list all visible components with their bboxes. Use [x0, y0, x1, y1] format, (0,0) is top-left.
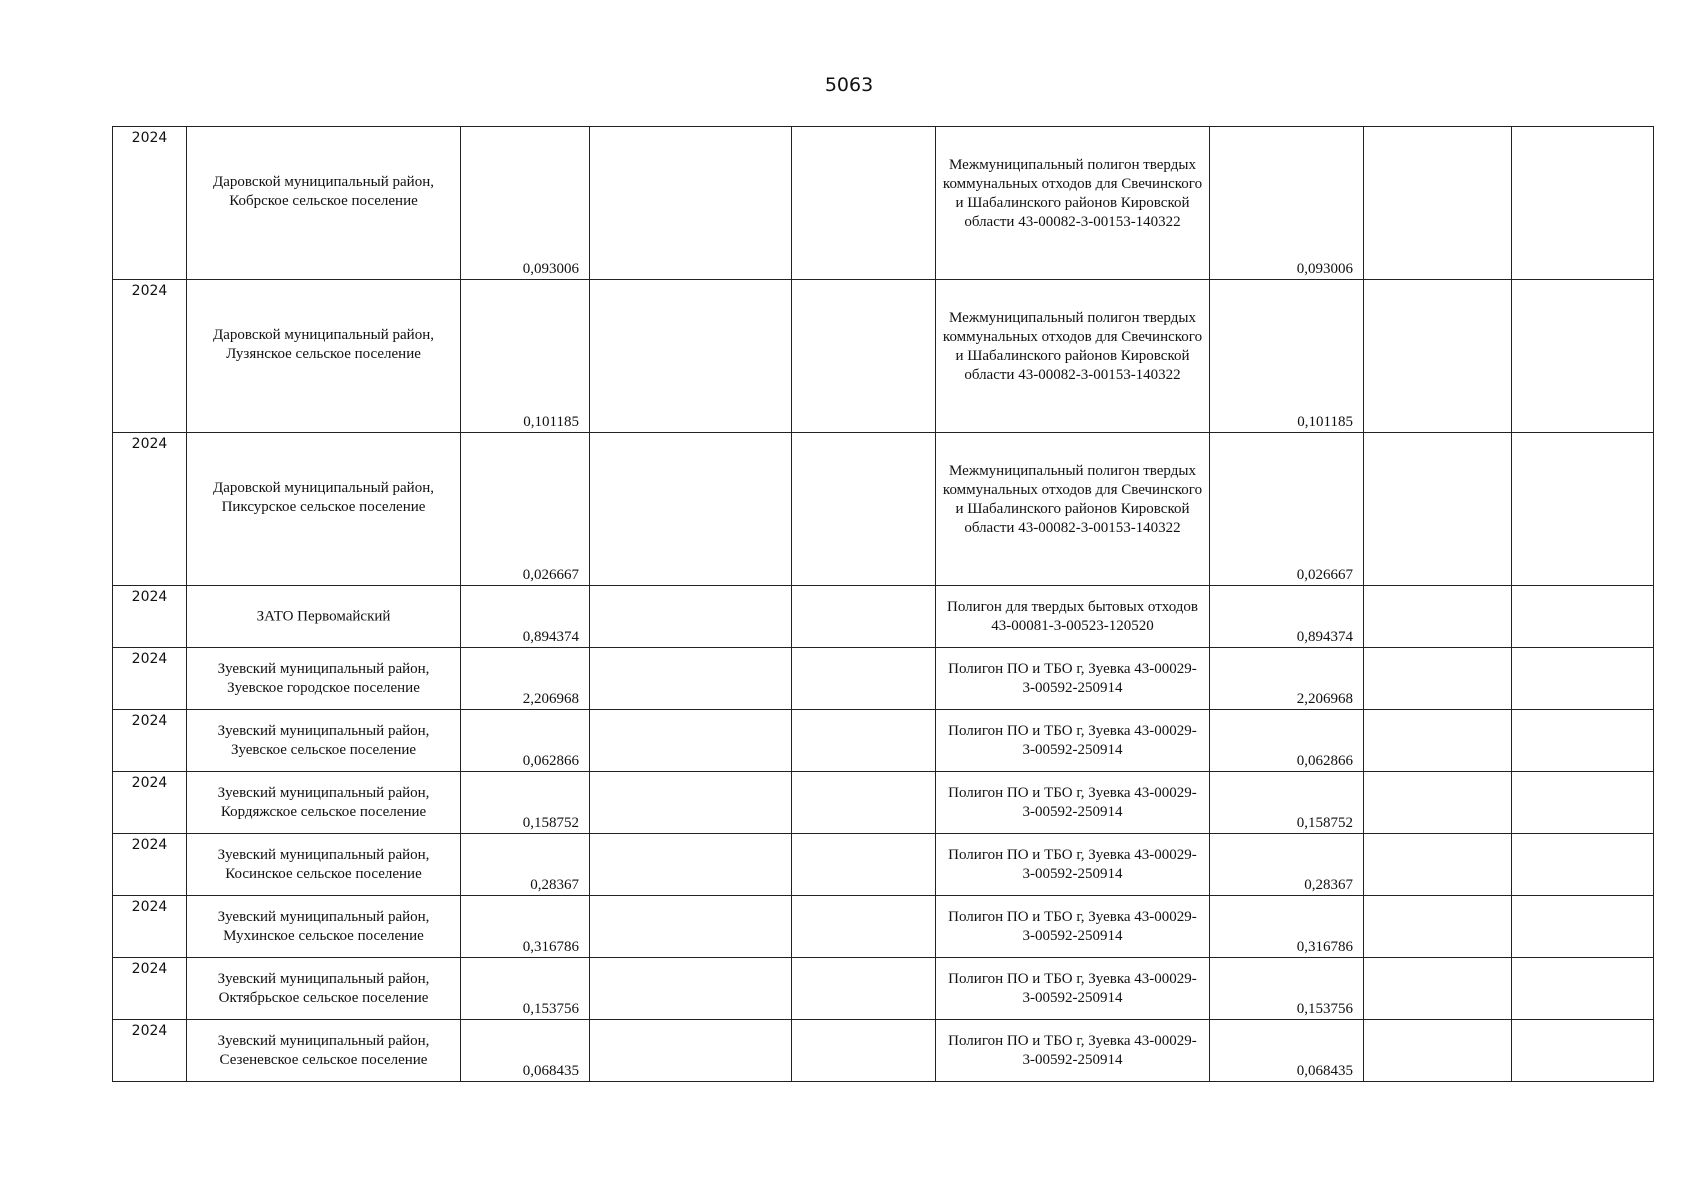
municipality-cell	[187, 127, 461, 280]
waste-flow-table	[112, 126, 1654, 1082]
object-cell	[936, 958, 1210, 1020]
table-body	[113, 127, 1654, 1082]
municipality-text: Зуевский муниципальный район, Зуевское городское поселение	[217, 660, 430, 696]
mass-value: 0,158752	[522, 815, 579, 831]
empty-cell	[1512, 586, 1654, 648]
table-row	[113, 1020, 1654, 1082]
year-text: 2024	[131, 1023, 168, 1039]
empty-cell	[792, 772, 936, 834]
received-mass-value: 0,068435	[1296, 1063, 1353, 1079]
object-text: Полигон ПО и ТБО г, Зуевка 43-00029-3-00592-250914	[948, 970, 1197, 1006]
received-mass-cell	[1210, 648, 1364, 710]
received-mass-value: 0,026667	[1296, 567, 1353, 583]
mass-cell	[461, 896, 590, 958]
municipality-text: Зуевский муниципальный район, Кордяжское сельское поселение	[217, 784, 430, 820]
municipality-text: Зуевский муниципальный район, Зуевское сельское поселение	[217, 722, 430, 758]
municipality-text: Даровской муниципальный район, Кобрское сельское поселение	[213, 173, 434, 209]
table-row	[113, 834, 1654, 896]
received-mass-cell	[1210, 834, 1364, 896]
municipality-text: ЗАТО Первомайский	[256, 608, 391, 624]
received-mass-cell	[1210, 586, 1364, 648]
empty-cell	[1364, 834, 1512, 896]
empty-cell	[590, 958, 792, 1020]
mass-value: 2,206968	[522, 691, 579, 707]
mass-value: 0,28367	[530, 877, 579, 893]
empty-cell	[590, 834, 792, 896]
received-mass-cell	[1210, 1020, 1364, 1082]
empty-cell	[792, 586, 936, 648]
received-mass-cell	[1210, 280, 1364, 433]
empty-cell	[1364, 772, 1512, 834]
received-mass-cell	[1210, 772, 1364, 834]
year-text: 2024	[131, 436, 168, 452]
mass-value: 0,062866	[522, 753, 579, 769]
municipality-text: Зуевский муниципальный район, Октябрьское сельское поселение	[217, 970, 430, 1006]
mass-value: 0,894374	[522, 629, 579, 645]
object-cell	[936, 586, 1210, 648]
empty-cell	[792, 834, 936, 896]
empty-cell	[1364, 896, 1512, 958]
empty-cell	[1512, 1020, 1654, 1082]
empty-cell	[792, 280, 936, 433]
empty-cell	[792, 710, 936, 772]
mass-value: 0,101185	[523, 414, 579, 430]
object-text: Полигон ПО и ТБО г, Зуевка 43-00029-3-00592-250914	[948, 660, 1197, 696]
object-cell	[936, 772, 1210, 834]
mass-cell	[461, 280, 590, 433]
year-text: 2024	[131, 283, 168, 299]
mass-value: 0,068435	[522, 1063, 579, 1079]
empty-cell	[1364, 127, 1512, 280]
year-cell	[113, 586, 187, 648]
empty-cell	[590, 896, 792, 958]
received-mass-cell	[1210, 896, 1364, 958]
empty-cell	[1364, 280, 1512, 433]
year-cell	[113, 772, 187, 834]
empty-cell	[1512, 958, 1654, 1020]
table-row	[113, 280, 1654, 433]
object-cell	[936, 710, 1210, 772]
municipality-cell	[187, 834, 461, 896]
empty-cell	[1512, 710, 1654, 772]
received-mass-value: 2,206968	[1296, 691, 1353, 707]
received-mass-cell	[1210, 710, 1364, 772]
received-mass-value: 0,101185	[1297, 414, 1353, 430]
year-cell	[113, 433, 187, 586]
empty-cell	[1512, 648, 1654, 710]
object-text: Межмуниципальный полигон твердых коммунальных отходов для Свечинского и Шабалинского районов Кировской области 43-00082-3-00153-140322	[942, 157, 1203, 230]
empty-cell	[590, 1020, 792, 1082]
mass-cell	[461, 710, 590, 772]
mass-value: 0,153756	[522, 1001, 579, 1017]
year-cell	[113, 710, 187, 772]
empty-cell	[590, 586, 792, 648]
table-row	[113, 772, 1654, 834]
mass-cell	[461, 958, 590, 1020]
year-cell	[113, 127, 187, 280]
mass-cell	[461, 586, 590, 648]
received-mass-cell	[1210, 958, 1364, 1020]
municipality-cell	[187, 280, 461, 433]
empty-cell	[792, 1020, 936, 1082]
mass-cell	[461, 127, 590, 280]
empty-cell	[1512, 433, 1654, 586]
year-text: 2024	[131, 651, 168, 667]
empty-cell	[590, 648, 792, 710]
object-cell	[936, 433, 1210, 586]
object-cell	[936, 648, 1210, 710]
received-mass-value: 0,093006	[1296, 261, 1353, 277]
mass-cell	[461, 1020, 590, 1082]
mass-value: 0,026667	[522, 567, 579, 583]
empty-cell	[1364, 648, 1512, 710]
object-text: Полигон ПО и ТБО г, Зуевка 43-00029-3-00592-250914	[948, 1032, 1197, 1068]
municipality-text: Даровской муниципальный район, Пиксурское сельское поселение	[213, 479, 434, 515]
received-mass-cell	[1210, 433, 1364, 586]
municipality-text: Зуевский муниципальный район, Косинское сельское поселение	[217, 846, 430, 882]
object-text: Полигон ПО и ТБО г, Зуевка 43-00029-3-00592-250914	[948, 722, 1197, 758]
empty-cell	[792, 127, 936, 280]
empty-cell	[792, 896, 936, 958]
empty-cell	[1512, 896, 1654, 958]
empty-cell	[590, 280, 792, 433]
object-text: Межмуниципальный полигон твердых коммунальных отходов для Свечинского и Шабалинского районов Кировской области 43-00082-3-00153-140322	[942, 463, 1203, 536]
object-text: Полигон ПО и ТБО г, Зуевка 43-00029-3-00592-250914	[948, 784, 1197, 820]
object-cell	[936, 834, 1210, 896]
municipality-cell	[187, 648, 461, 710]
year-text: 2024	[131, 589, 168, 605]
empty-cell	[590, 772, 792, 834]
year-cell	[113, 1020, 187, 1082]
municipality-cell	[187, 896, 461, 958]
empty-cell	[1512, 280, 1654, 433]
empty-cell	[1364, 710, 1512, 772]
empty-cell	[792, 433, 936, 586]
year-cell	[113, 958, 187, 1020]
empty-cell	[1364, 1020, 1512, 1082]
year-text: 2024	[131, 899, 168, 915]
empty-cell	[590, 433, 792, 586]
year-cell	[113, 280, 187, 433]
table-row	[113, 648, 1654, 710]
municipality-cell	[187, 772, 461, 834]
municipality-cell	[187, 1020, 461, 1082]
empty-cell	[590, 127, 792, 280]
received-mass-value: 0,062866	[1296, 753, 1353, 769]
received-mass-value: 0,316786	[1296, 939, 1353, 955]
empty-cell	[1512, 834, 1654, 896]
object-text: Полигон ПО и ТБО г, Зуевка 43-00029-3-00592-250914	[948, 846, 1197, 882]
page-number: 5063	[824, 74, 874, 96]
mass-cell	[461, 648, 590, 710]
received-mass-value: 0,28367	[1304, 877, 1353, 893]
year-text: 2024	[131, 713, 168, 729]
table-row	[113, 586, 1654, 648]
year-cell	[113, 648, 187, 710]
mass-cell	[461, 834, 590, 896]
empty-cell	[1512, 772, 1654, 834]
municipality-text: Зуевский муниципальный район, Мухинское сельское поселение	[217, 908, 430, 944]
empty-cell	[1364, 433, 1512, 586]
object-text: Межмуниципальный полигон твердых коммунальных отходов для Свечинского и Шабалинского районов Кировской области 43-00082-3-00153-140322	[942, 310, 1203, 383]
municipality-text: Зуевский муниципальный район, Сезеневское сельское поселение	[217, 1032, 430, 1068]
municipality-text: Даровской муниципальный район, Лузянское сельское поселение	[213, 326, 434, 362]
received-mass-cell	[1210, 127, 1364, 280]
year-text: 2024	[131, 775, 168, 791]
received-mass-value: 0,894374	[1296, 629, 1353, 645]
table-row	[113, 958, 1654, 1020]
received-mass-value: 0,153756	[1296, 1001, 1353, 1017]
mass-cell	[461, 433, 590, 586]
table-row	[113, 710, 1654, 772]
year-text: 2024	[131, 961, 168, 977]
municipality-cell	[187, 433, 461, 586]
year-text: 2024	[131, 837, 168, 853]
year-text: 2024	[131, 130, 168, 146]
object-cell	[936, 280, 1210, 433]
municipality-cell	[187, 958, 461, 1020]
mass-cell	[461, 772, 590, 834]
year-cell	[113, 896, 187, 958]
empty-cell	[590, 710, 792, 772]
table-row	[113, 127, 1654, 280]
empty-cell	[1512, 127, 1654, 280]
municipality-cell	[187, 710, 461, 772]
received-mass-value: 0,158752	[1296, 815, 1353, 831]
table-row	[113, 433, 1654, 586]
empty-cell	[1364, 958, 1512, 1020]
mass-value: 0,316786	[522, 939, 579, 955]
empty-cell	[1364, 586, 1512, 648]
object-cell	[936, 127, 1210, 280]
year-cell	[113, 834, 187, 896]
mass-value: 0,093006	[522, 261, 579, 277]
object-cell	[936, 1020, 1210, 1082]
municipality-cell	[187, 586, 461, 648]
table-row	[113, 896, 1654, 958]
empty-cell	[792, 958, 936, 1020]
empty-cell	[792, 648, 936, 710]
object-text: Полигон для твердых бытовых отходов 43-00081-3-00523-120520	[947, 598, 1198, 634]
object-text: Полигон ПО и ТБО г, Зуевка 43-00029-3-00592-250914	[948, 908, 1197, 944]
object-cell	[936, 896, 1210, 958]
